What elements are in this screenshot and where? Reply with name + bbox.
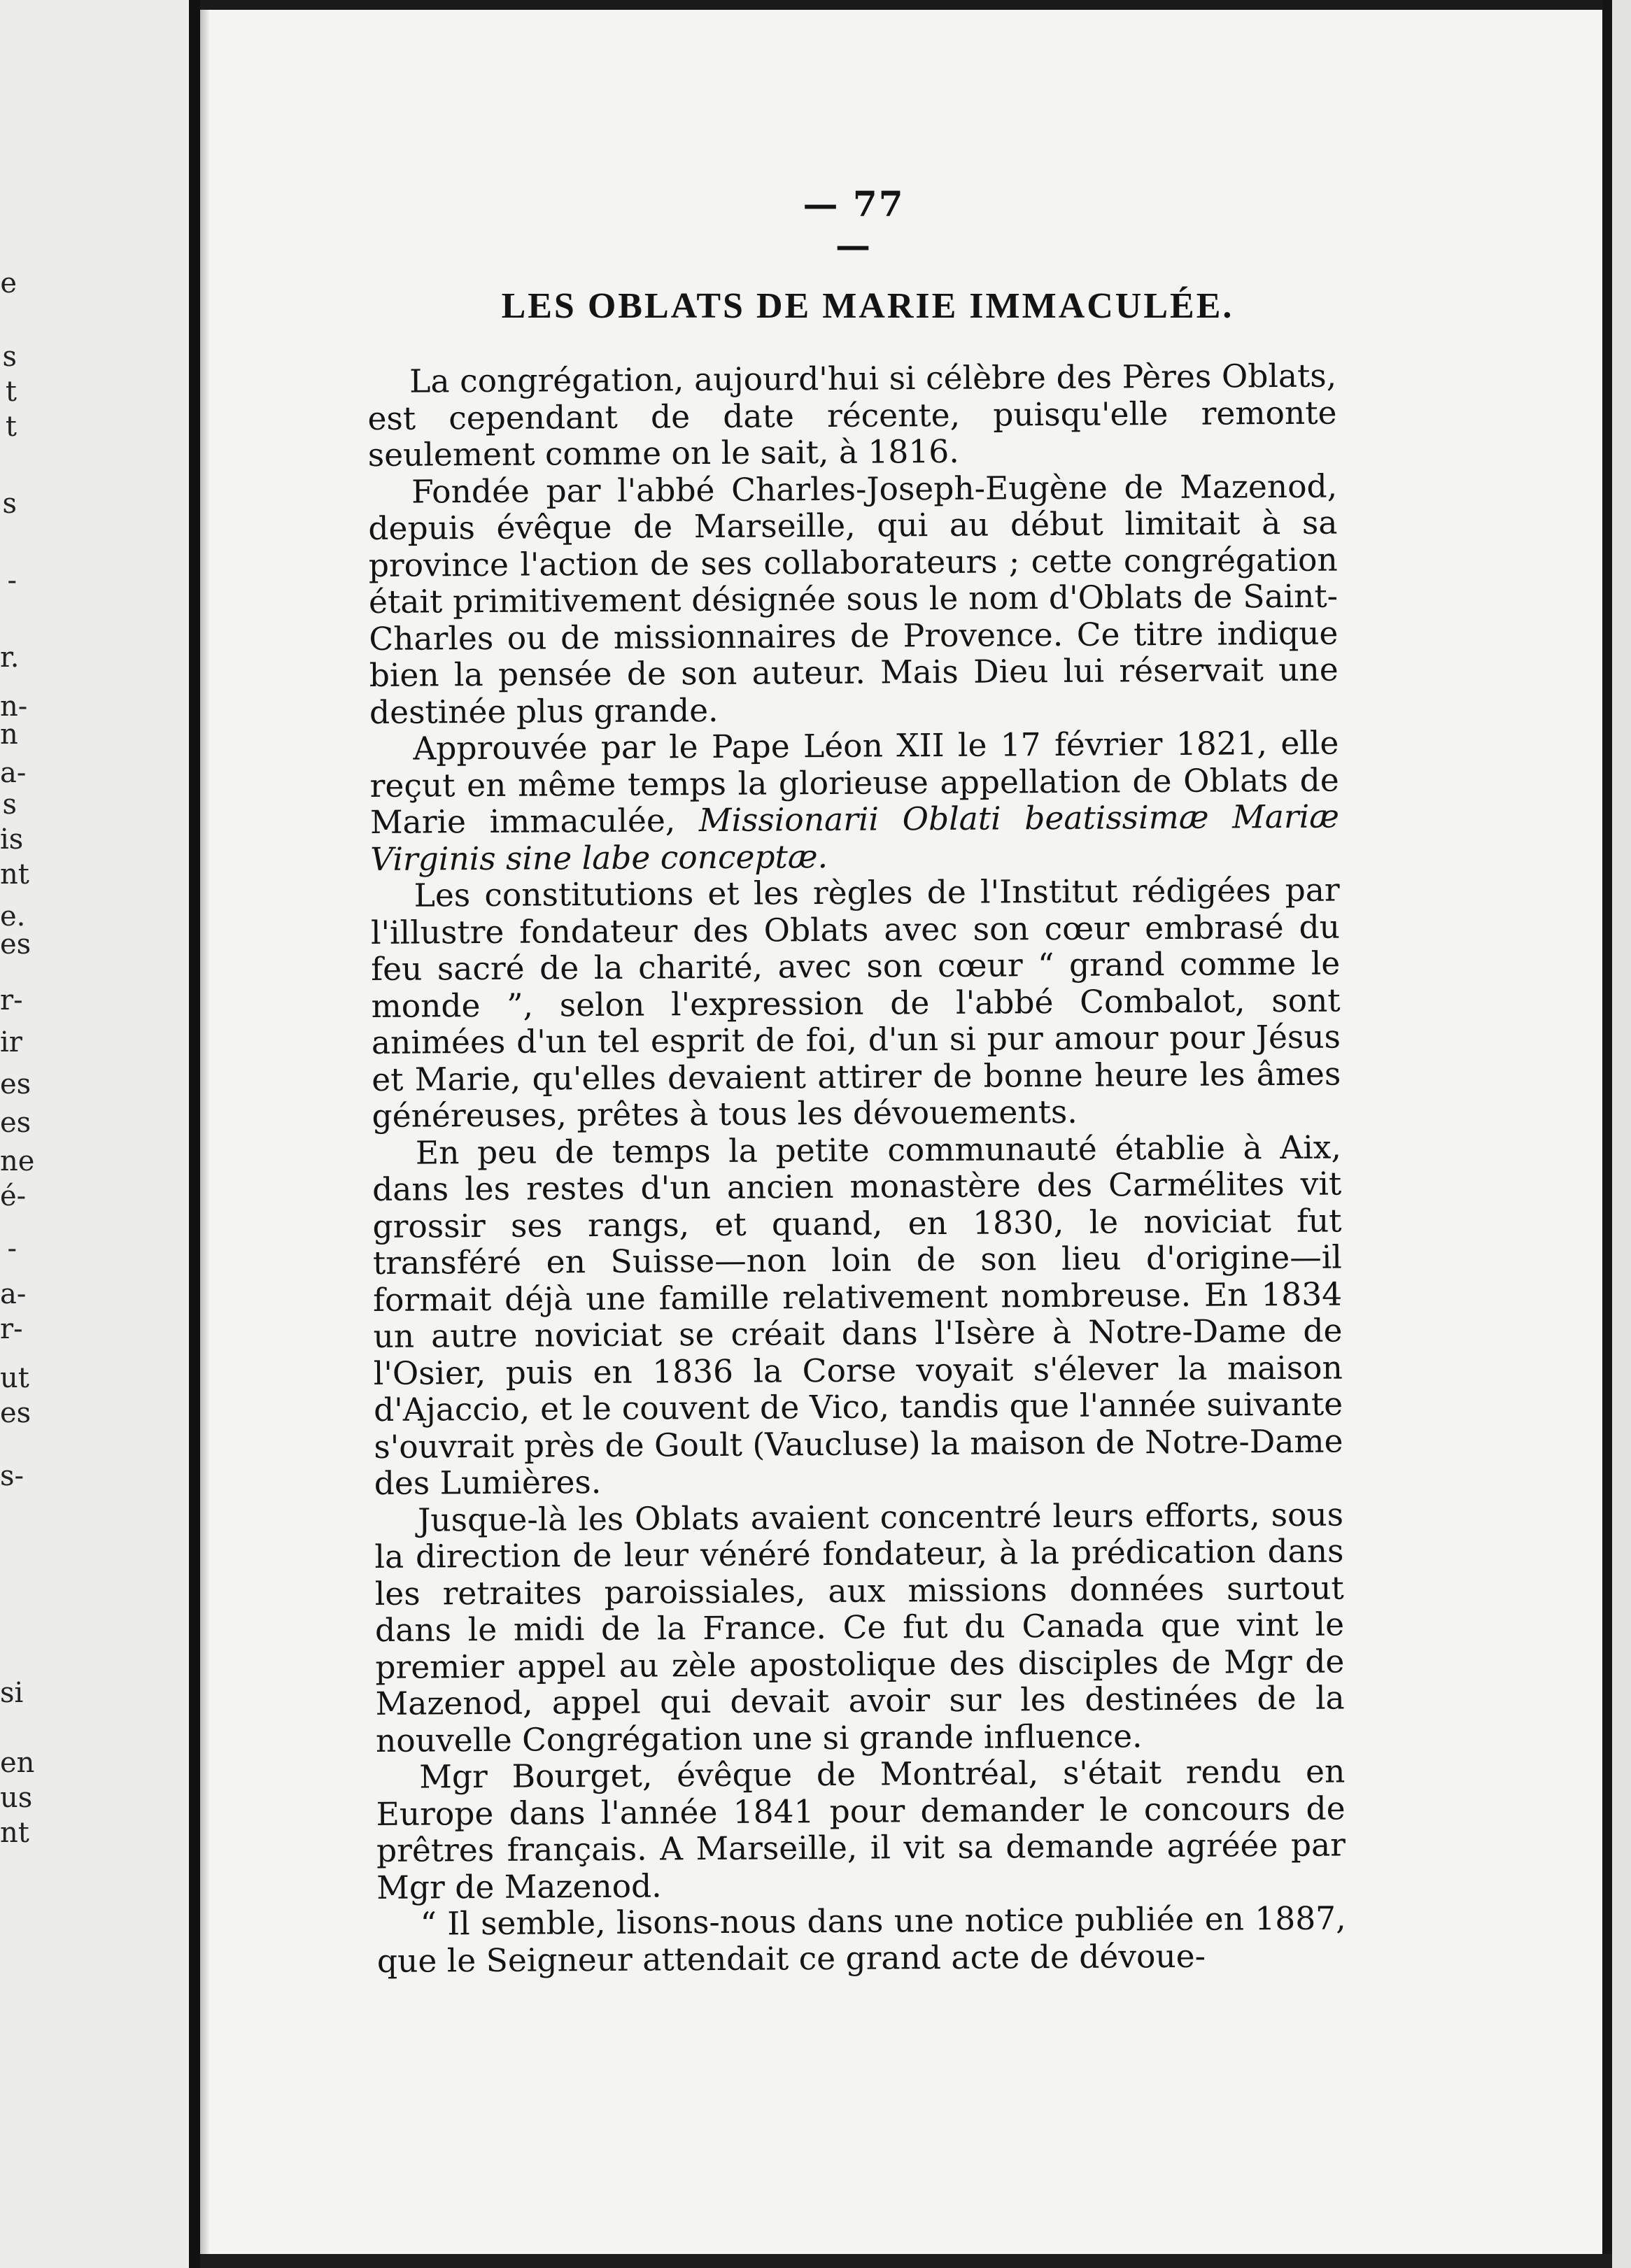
facing-page-fragment: a- xyxy=(0,757,27,789)
facing-page-fragment: en xyxy=(0,1747,35,1779)
facing-page-fragment: s xyxy=(2,341,17,373)
body-text xyxy=(367,358,1346,1980)
facing-page-fragment: r- xyxy=(0,1313,23,1345)
facing-page-fragment: - xyxy=(7,565,17,597)
facing-page-fragment: n- xyxy=(0,690,28,723)
paragraph: Les constitutions et les règles de l'Institut rédigées par l'illustre fondateur des Oblats avec son cœur embrasé du feu sacré de la charité, avec son cœur “ grand comme le monde ”, selon l'expression de l'abbé Combalot, sont animées d'un tel esprit de foi, d'un si pur amour pour Jésus et Marie, qu'elles devaient attirer de bonne heure les âmes généreuses, prêtes à tous les dévouements. xyxy=(370,871,1341,1135)
facing-page-fragment: a- xyxy=(0,1278,27,1310)
facing-page-fragment: s- xyxy=(0,1460,24,1492)
paragraph: Jusque-là les Oblats avaient concentré leurs efforts, sous la direction de leur vénéré fondateur, à la prédication dans les retraites paroissiales, aux missions données surtout dans le midi de la France. Ce fut du Canada que vint le premier appel au zèle apostolique des disciples de Mgr de Mazenod, appel qui devait avoir sur les destinées de la nouvelle Congrégation une si grande influence. xyxy=(374,1496,1345,1759)
chapter-title: LES OBLATS DE MARIE IMMACULÉE. xyxy=(501,286,1234,326)
facing-page-fragment: e. xyxy=(0,900,26,933)
latin-title: Missionarii Oblati beatissimæ Mariæ Virginis sine labe conceptæ. xyxy=(370,798,1340,878)
facing-page-fragment: es xyxy=(0,1397,31,1429)
facing-page-fragment: si xyxy=(0,1677,24,1709)
facing-page-fragment: ut xyxy=(0,1362,29,1394)
page-number: — 77 — xyxy=(803,183,905,266)
facing-page-fragment: n xyxy=(0,718,18,751)
facing-page-edge xyxy=(0,0,189,2268)
facing-page-fragment: nt xyxy=(0,1817,29,1849)
paragraph xyxy=(369,725,1339,878)
paragraph: “ Il semble, lisons-nous dans une notice publiée en 1887, que le Seigneur attendait ce grand acte de dévoue- xyxy=(376,1899,1346,1980)
book-gutter xyxy=(189,0,200,2268)
facing-page-fragment: ir xyxy=(0,1026,22,1058)
facing-page-fragment: e xyxy=(0,267,17,299)
facing-page-fragment: s xyxy=(2,788,17,821)
paragraph: Fondée par l'abbé Charles-Joseph-Eugène de Mazenod, depuis évêque de Marseille, qui au début limitait à sa province l'action de ses collaborateurs ; cette congrégation était primitivement désignée sous le nom d'Oblats de Saint-Charles ou de missionnaires de Provence. Ce titre indique bien la pensée de son auteur. Mais Dieu lui réservait une destinée plus grande. xyxy=(368,467,1339,731)
right-scan-border xyxy=(1602,0,1612,2268)
paragraph: Mgr Bourget, évêque de Montréal, s'était rendu en Europe dans l'année 1841 pour demander le concours de prêtres français. A Marseille, il vit sa demande agréée par Mgr de Mazenod. xyxy=(376,1752,1346,1906)
gutter-shadow xyxy=(200,0,210,2268)
top-scan-border xyxy=(200,0,1631,10)
facing-page-fragment: us xyxy=(0,1782,33,1814)
facing-page-fragment: - xyxy=(7,1233,17,1265)
facing-page-fragment: nt xyxy=(0,858,29,891)
facing-page-fragment: es xyxy=(0,1107,31,1139)
facing-page-fragment: es xyxy=(0,928,31,961)
facing-page-fragment: ne xyxy=(0,1145,35,1177)
facing-page-fragment: es xyxy=(0,1068,31,1100)
facing-page-fragment: é- xyxy=(0,1180,27,1212)
paragraph: La congrégation, aujourd'hui si célèbre des Pères Oblats, est cependant de date récente, puisqu'elle remonte seulement comme on le sait, à 1816. xyxy=(367,357,1337,474)
paragraph: En peu de temps la petite communauté établie à Aix, dans les restes d'un ancien monastère des Carmélites vit grossir ses rangs, et quand, en 1830, le noviciat fut transféré en Suisse—non loin de son lieu d'origine—il formait déjà une famille relativement nombreuse. En 1834 un autre noviciat se créait dans l'Isère à Notre-Dame de l'Osier, puis en 1836 la Corse voyait s'élever la maison d'Ajaccio, et le couvent de Vico, tandis que l'année suivante s'ouvrait près de Goult (Vaucluse) la maison de Notre-Dame des Lumières. xyxy=(372,1128,1343,1502)
facing-page-fragment: r- xyxy=(0,984,23,1016)
right-page-margin xyxy=(1612,0,1631,2268)
bottom-scan-border xyxy=(200,2254,1612,2268)
facing-page-fragment: r. xyxy=(0,642,20,674)
facing-page-fragment: s xyxy=(2,488,17,520)
facing-page-fragment: t xyxy=(5,376,17,408)
facing-page-fragment: is xyxy=(0,823,24,856)
facing-page-fragment: t xyxy=(5,411,17,443)
paragraph-text: Approuvée par le Pape Léon XII le 17 février 1821, elle reçut en même temps la glorieuse appellation de Oblats de Marie immaculée, xyxy=(369,724,1339,841)
